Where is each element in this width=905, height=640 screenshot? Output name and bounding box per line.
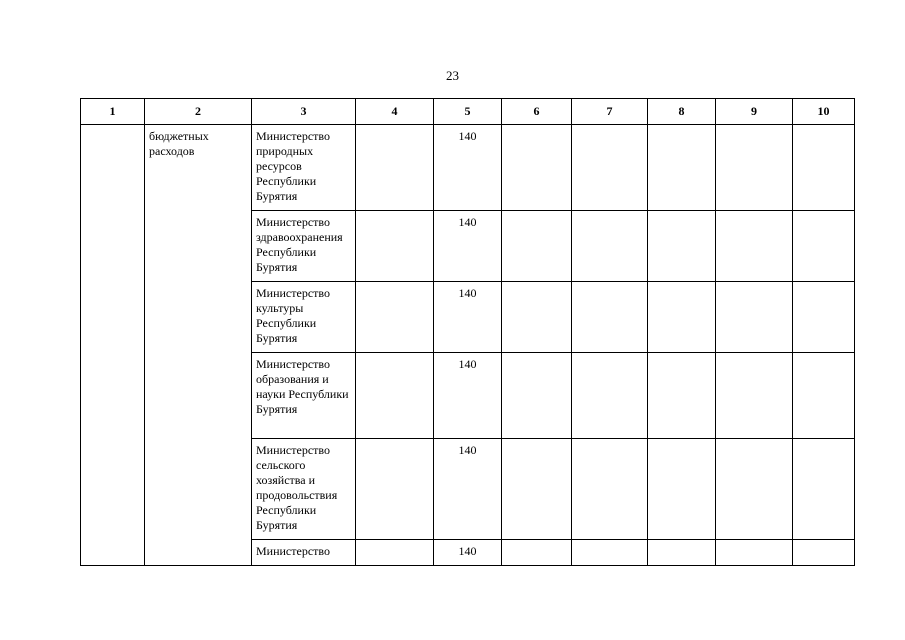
code-cell: 140 bbox=[434, 353, 502, 439]
empty-cell bbox=[716, 353, 793, 439]
page-number: 23 bbox=[446, 68, 459, 83]
empty-cell bbox=[648, 439, 716, 540]
empty-cell bbox=[793, 439, 855, 540]
empty-cell bbox=[502, 282, 572, 353]
header-row bbox=[81, 99, 855, 125]
header-cell: 6 bbox=[502, 99, 572, 125]
empty-cell bbox=[502, 353, 572, 439]
empty-cell bbox=[356, 125, 434, 211]
empty-cell bbox=[793, 211, 855, 282]
empty-cell bbox=[716, 211, 793, 282]
code-cell: 140 bbox=[434, 282, 502, 353]
empty-cell bbox=[572, 540, 648, 566]
empty-cell bbox=[502, 125, 572, 211]
empty-cell bbox=[793, 282, 855, 353]
ministry-cell: Министерство образования и науки Республики Бурятия bbox=[252, 353, 356, 439]
empty-cell bbox=[356, 282, 434, 353]
empty-cell bbox=[572, 439, 648, 540]
empty-cell bbox=[716, 540, 793, 566]
empty-cell bbox=[716, 439, 793, 540]
ministry-cell: Министерство природных ресурсов Республики Бурятия bbox=[252, 125, 356, 211]
empty-cell bbox=[793, 125, 855, 211]
header-cell: 2 bbox=[145, 99, 252, 125]
empty-cell bbox=[572, 211, 648, 282]
code-cell: 140 bbox=[434, 439, 502, 540]
empty-cell bbox=[648, 125, 716, 211]
empty-cell bbox=[648, 282, 716, 353]
ministry-cell: Министерство здравоохранения Республики Бурятия bbox=[252, 211, 356, 282]
empty-cell bbox=[502, 439, 572, 540]
col2-cell: бюджетных расходов bbox=[145, 125, 252, 566]
table-row bbox=[81, 125, 855, 211]
empty-cell bbox=[356, 439, 434, 540]
empty-cell bbox=[648, 211, 716, 282]
header-cell: 10 bbox=[793, 99, 855, 125]
ministry-cell: Министерство культуры Республики Бурятия bbox=[252, 282, 356, 353]
code-cell: 140 bbox=[434, 540, 502, 566]
header-cell: 9 bbox=[716, 99, 793, 125]
empty-cell bbox=[356, 353, 434, 439]
code-cell: 140 bbox=[434, 211, 502, 282]
empty-cell bbox=[793, 353, 855, 439]
empty-cell bbox=[356, 211, 434, 282]
header-cell: 4 bbox=[356, 99, 434, 125]
header-cell: 1 bbox=[81, 99, 145, 125]
empty-cell bbox=[356, 540, 434, 566]
empty-cell bbox=[572, 353, 648, 439]
ministry-cell: Министерство сельского хозяйства и продовольствия Республики Бурятия bbox=[252, 439, 356, 540]
code-cell: 140 bbox=[434, 125, 502, 211]
header-cell: 7 bbox=[572, 99, 648, 125]
empty-cell bbox=[572, 282, 648, 353]
empty-cell bbox=[648, 353, 716, 439]
header-cell: 8 bbox=[648, 99, 716, 125]
header-cell: 5 bbox=[434, 99, 502, 125]
empty-cell bbox=[793, 540, 855, 566]
ministry-cell: Министерство bbox=[252, 540, 356, 566]
col1-cell bbox=[81, 125, 145, 566]
empty-cell bbox=[716, 282, 793, 353]
empty-cell bbox=[502, 211, 572, 282]
empty-cell bbox=[572, 125, 648, 211]
empty-cell bbox=[716, 125, 793, 211]
empty-cell bbox=[648, 540, 716, 566]
header-cell: 3 bbox=[252, 99, 356, 125]
data-table bbox=[80, 98, 855, 566]
empty-cell bbox=[502, 540, 572, 566]
